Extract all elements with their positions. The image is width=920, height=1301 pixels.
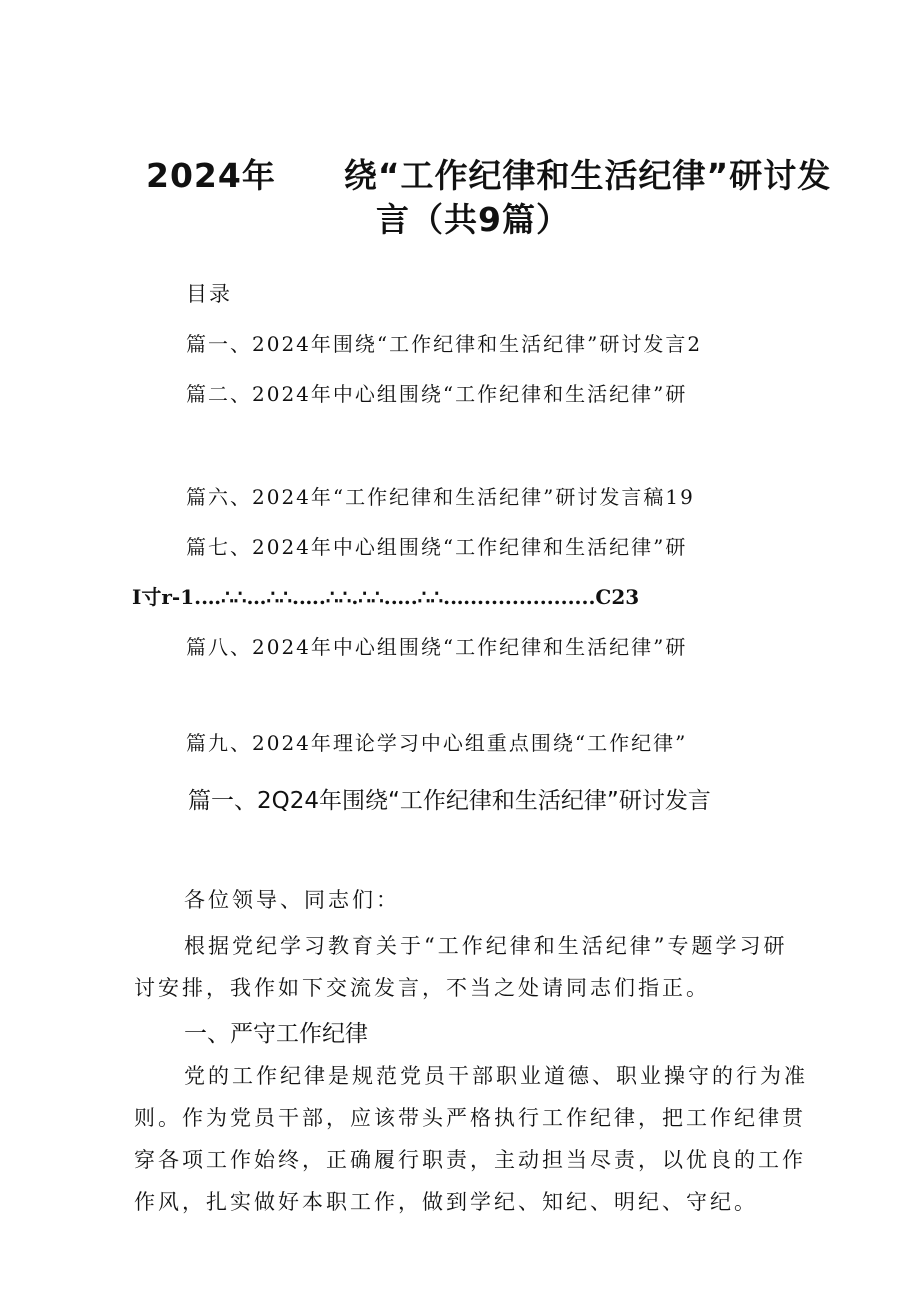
- intro-paragraph-line-2: 讨安排，我作如下交流发言，不当之处请同志们指正。: [134, 976, 710, 1000]
- toc-item[interactable]: 篇六、2024年“工作纪律和生活纪律”研讨发言稿19: [186, 485, 695, 509]
- paragraph-line: 作风，扎实做好本职工作，做到学纪、知纪、明纪、守纪。: [134, 1190, 758, 1214]
- toc-item[interactable]: 篇九、2024年理论学习中心组重点围绕“工作纪律”: [186, 731, 688, 755]
- paragraph-line: 穿各项工作始终，正确履行职责，主动担当尽责，以优良的工作: [134, 1148, 806, 1172]
- toc-item-continuation[interactable]: I寸r-1.…∴∴…∴∴.….∴∴.∴∴.….∴∴.…..................C23: [132, 585, 640, 609]
- toc-item[interactable]: 篇七、2024年中心组围绕“工作纪律和生活纪律”研: [186, 535, 688, 559]
- toc-item[interactable]: 篇二、2024年中心组围绕“工作纪律和生活纪律”研: [186, 382, 688, 406]
- document-title-line-1: 2024年 绕“工作纪律和生活纪律”研讨发: [146, 156, 832, 195]
- paragraph-line: 党的工作纪律是规范党员干部职业道德、职业操守的行为准: [184, 1064, 808, 1088]
- section-heading: 篇一、2Q24年围绕“工作纪律和生活纪律”研讨发言: [188, 788, 711, 814]
- toc-item[interactable]: 篇八、2024年中心组围绕“工作纪律和生活纪律”研: [186, 635, 688, 659]
- greeting: 各位领导、同志们：: [184, 888, 400, 912]
- document-title-line-2: 言（共9篇）: [376, 200, 570, 239]
- subheading: 一、严守工作纪律: [184, 1021, 368, 1047]
- paragraph-line: 则。作为党员干部，应该带头严格执行工作纪律，把工作纪律贯: [134, 1106, 806, 1130]
- toc-item[interactable]: 篇一、2024年围绕“工作纪律和生活纪律”研讨发言2: [186, 332, 703, 356]
- toc-label: 目录: [186, 282, 232, 306]
- intro-paragraph-line-1: 根据党纪学习教育关于“工作纪律和生活纪律”专题学习研: [184, 934, 788, 958]
